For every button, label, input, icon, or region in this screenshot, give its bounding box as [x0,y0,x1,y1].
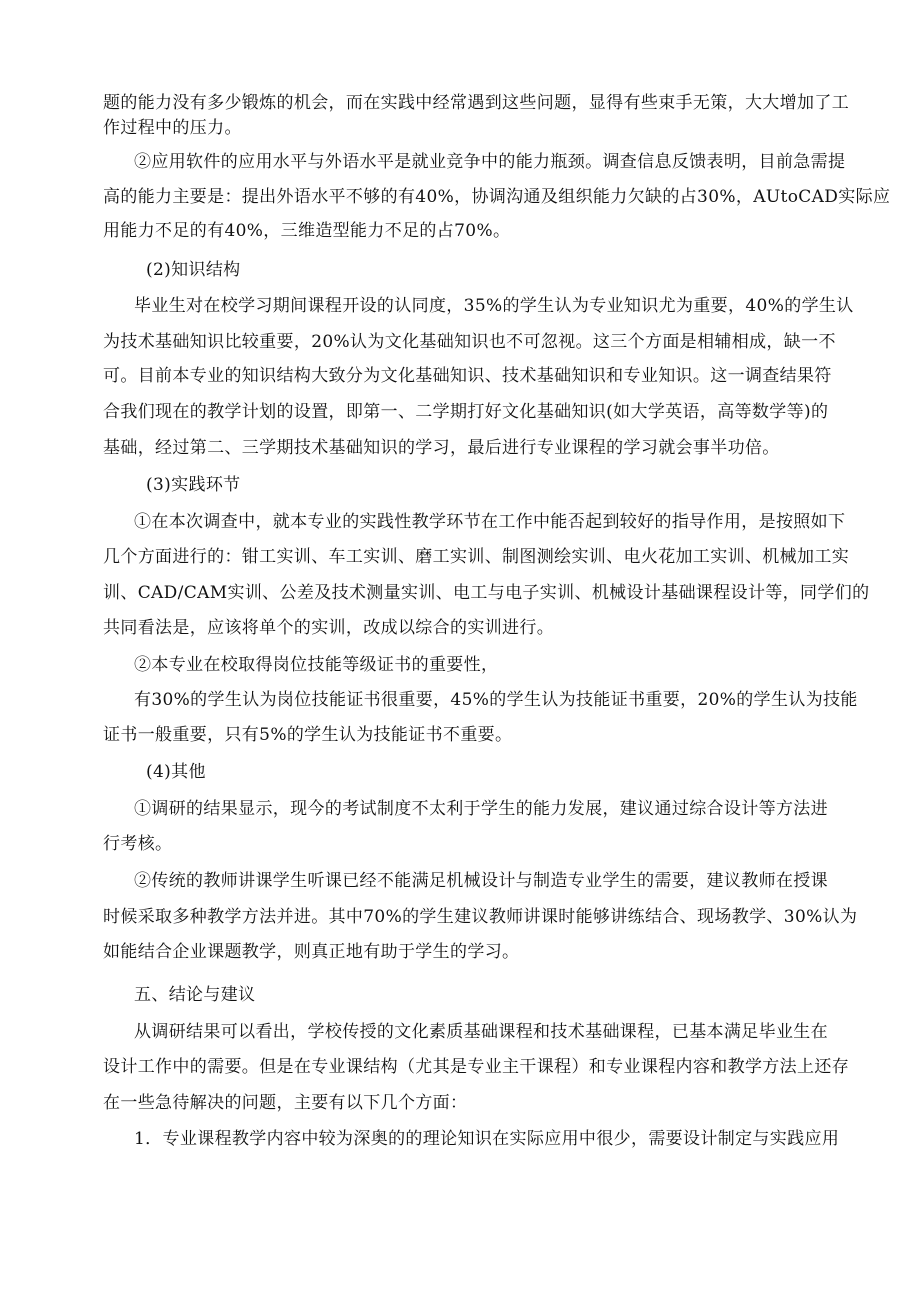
paragraph-line: 毕业生对在校学习期间课程开设的认同度，35%的学生认为专业知识尤为重要，40%的学生认 [134,296,854,316]
paragraph-line: 有30%的学生认为岗位技能证书很重要，45%的学生认为技能证书重要，20%的学生认为技能 [134,690,858,710]
section-heading: 五、结论与建议 [134,985,256,1005]
subsection-heading: (2)知识结构 [146,260,241,280]
paragraph-line: 证书一般重要，只有5%的学生认为技能证书不重要。 [103,725,513,745]
paragraph-line: 可。目前本专业的知识结构大致分为文化基础知识、技术基础知识和专业知识。这一调查结果符 [103,366,832,386]
paragraph-line: 高的能力主要是：提出外语水平不够的有40%，协调沟通及组织能力欠缺的占30%，AUtoCAD实际应 [103,187,891,207]
paragraph-line: 几个方面进行的：钳工实训、车工实训、磨工实训、制图测绘实训、电火花加工实训、机械加工实 [103,547,850,567]
paragraph-line: ①调研的结果显示，现今的考试制度不太利于学生的能力发展，建议通过综合设计等方法进 [134,799,828,819]
paragraph-line: 基础，经过第二、三学期技术基础知识的学习，最后进行专业课程的学习就会事半功倍。 [103,438,780,458]
paragraph-line: 从调研结果可以看出，学校传授的文化素质基础课程和技术基础课程，已基本满足毕业生在 [134,1022,828,1042]
paragraph-line: 在一些急待解决的问题，主要有以下几个方面： [103,1093,468,1113]
paragraph-line: 训、CAD/CAM实训、公差及技术测量实训、电工与电子实训、机械设计基础课程设计等，同学们的 [103,583,870,603]
paragraph-line: ②传统的教师讲课学生听课已经不能满足机械设计与制造专业学生的需要，建议教师在授课 [134,871,828,891]
subsection-heading: (3)实践环节 [146,475,241,495]
paragraph-line: 用能力不足的有40%，三维造型能力不足的占70%。 [103,221,511,241]
numbered-item-line: 1．专业课程教学内容中较为深奥的的理论知识在实际应用中很少，需要设计制定与实践应用 [134,1129,840,1149]
paragraph-line: ②本专业在校取得岗位技能等级证书的重要性， [134,655,499,675]
paragraph-line: 题的能力没有多少锻炼的机会，而在实践中经常遇到这些问题，显得有些束手无策，大大增加了工 [103,93,850,113]
paragraph-line: 作过程中的压力。 [103,118,242,138]
paragraph-line: ②应用软件的应用水平与外语水平是就业竞争中的能力瓶颈。调查信息反馈表明，目前急需提 [134,152,846,172]
subsection-heading: (4)其他 [146,762,206,782]
paragraph-line: 设计工作中的需要。但是在专业课结构（尤其是专业主干课程）和专业课程内容和教学方法上还存 [103,1057,850,1077]
paragraph-line: 为技术基础知识比较重要，20%认为文化基础知识也不可忽视。这三个方面是相辅相成，缺一不 [103,332,836,352]
paragraph-line: ①在本次调查中，就本专业的实践性教学环节在工作中能否起到较好的指导作用，是按照如下 [134,512,846,532]
paragraph-line: 时候采取多种教学方法并进。其中70%的学生建议教师讲课时能够讲练结合、现场教学、30%认为 [103,907,858,927]
paragraph-line: 合我们现在的教学计划的设置，即第一、二学期打好文化基础知识(如大学英语，高等数学等)的 [103,402,829,422]
paragraph-line: 共同看法是，应该将单个的实训，改成以综合的实训进行。 [103,618,555,638]
paragraph-line: 如能结合企业课题教学，则真正地有助于学生的学习。 [103,942,520,962]
paragraph-line: 行考核。 [103,834,173,854]
